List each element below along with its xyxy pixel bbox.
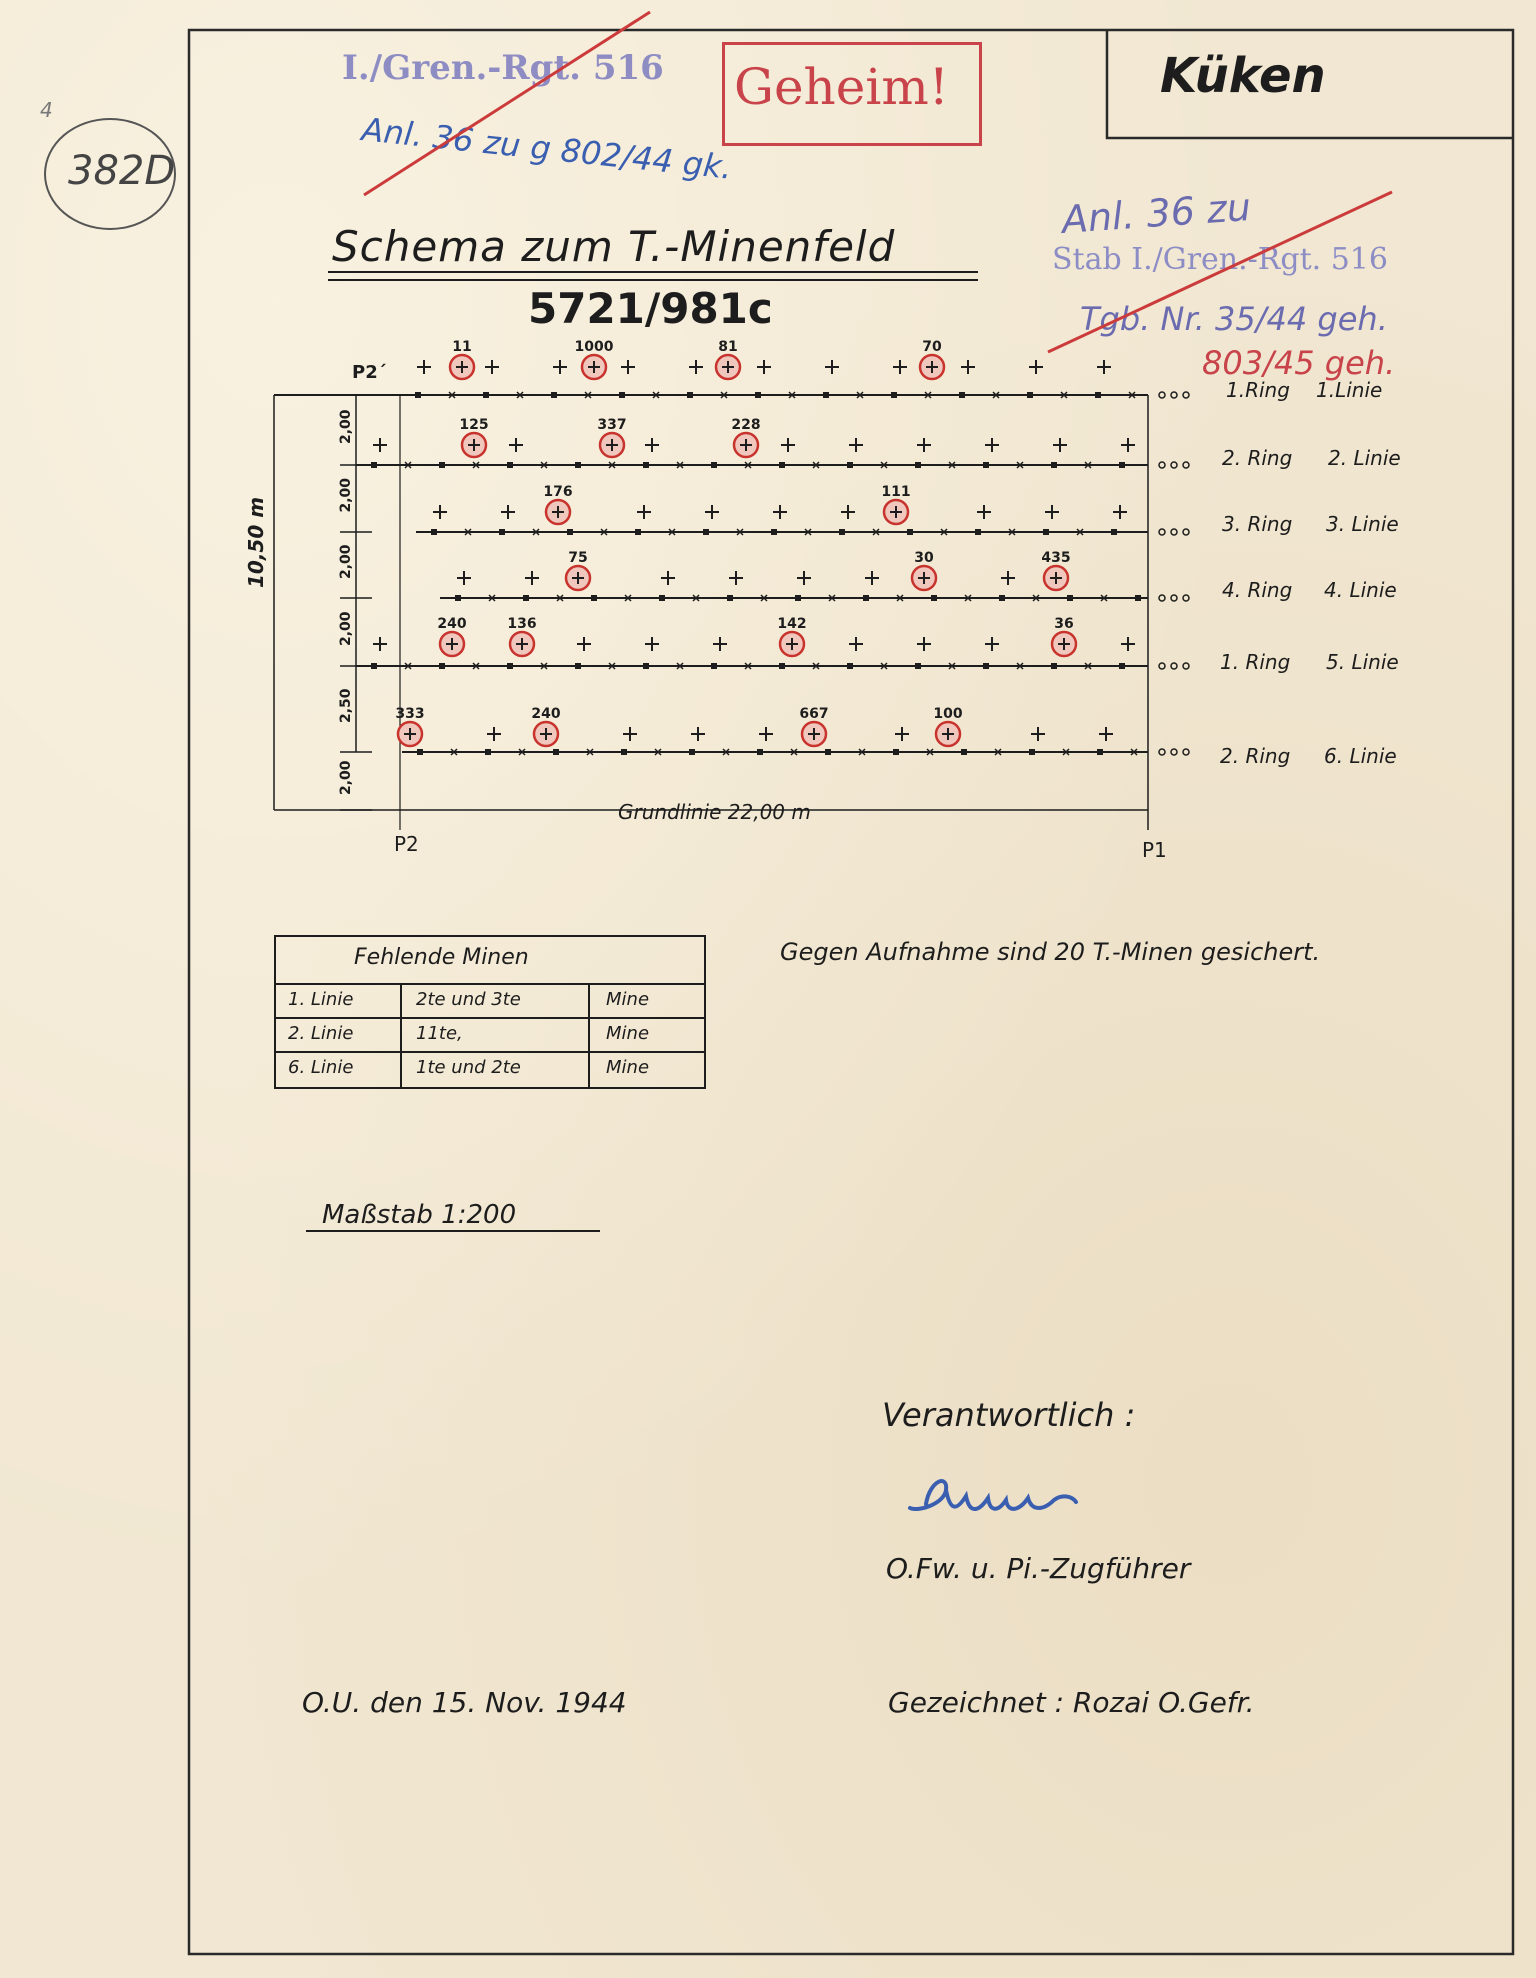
mine-square — [499, 529, 505, 535]
table-cell: Mine — [606, 1057, 650, 1078]
mine-square — [1029, 749, 1035, 755]
mine-square — [975, 529, 981, 535]
mine-square — [931, 595, 937, 601]
spacing-label: 2,00 — [338, 544, 354, 579]
spacing-label: 2,00 — [338, 477, 354, 513]
mine-square — [689, 749, 695, 755]
missing-mines-table — [274, 935, 706, 1089]
mine-square — [907, 529, 913, 535]
marked-mine-number: 240 — [531, 706, 561, 722]
total-height-label: 10,50 m — [244, 496, 268, 588]
line-label-4: 4. Linie — [1324, 578, 1397, 602]
line-label-3: 3. Linie — [1326, 512, 1399, 536]
scale-label: Maßstab 1:200 — [322, 1200, 517, 1230]
stamp2-red: 803/45 geh. — [1202, 344, 1396, 382]
baseline-label: Grundlinie 22,00 m — [618, 800, 811, 824]
table-cell: 1. Linie — [288, 989, 354, 1010]
stamp-secret: Geheim! — [734, 58, 949, 116]
mine-square — [371, 462, 377, 468]
mine-square — [823, 392, 829, 398]
mine-square — [591, 595, 597, 601]
rank-label: O.Fw. u. Pi.-Zugführer — [886, 1552, 1191, 1585]
line-label-6: 6. Linie — [1324, 744, 1397, 768]
table-row — [276, 983, 704, 1019]
mine-square — [483, 392, 489, 398]
marked-mine-number: 111 — [881, 484, 911, 500]
mine-square — [635, 529, 641, 535]
table-row — [276, 1051, 704, 1085]
mine-square — [1097, 749, 1103, 755]
mine-square — [643, 663, 649, 669]
marked-mine-number: 667 — [799, 706, 829, 722]
mine-square — [551, 392, 557, 398]
end-dot — [1159, 749, 1165, 755]
mine-square — [507, 462, 513, 468]
mine-square — [839, 529, 845, 535]
end-dot — [1183, 749, 1189, 755]
mine-square — [619, 392, 625, 398]
ring-label-2: 2. Ring — [1222, 446, 1293, 470]
mine-square — [891, 392, 897, 398]
marked-mine-number: 240 — [437, 616, 467, 632]
end-dot — [1171, 462, 1177, 468]
end-dot — [1159, 392, 1165, 398]
table-cell: Mine — [606, 1023, 650, 1044]
marked-mine-number: 11 — [452, 339, 472, 355]
label-p2prime: P2´ — [352, 362, 387, 383]
marked-mine-number: 125 — [459, 417, 489, 433]
end-dot — [1159, 462, 1165, 468]
mine-square — [455, 595, 461, 601]
marked-mine-number: 333 — [395, 706, 425, 722]
mine-square — [553, 749, 559, 755]
mine-square — [1067, 595, 1073, 601]
mine-square — [915, 663, 921, 669]
ring-label-5: 1. Ring — [1220, 650, 1291, 674]
table-col-divider — [400, 983, 402, 1087]
mine-square — [1027, 392, 1033, 398]
archive-number: 382D — [68, 148, 176, 194]
ring-label-6: 2. Ring — [1220, 744, 1291, 768]
marked-mine-number: 75 — [568, 550, 588, 566]
spacing-label: 2,50 — [338, 688, 354, 723]
mine-square — [439, 663, 445, 669]
mine-square — [779, 462, 785, 468]
mine-square — [507, 663, 513, 669]
marked-mine-number: 337 — [597, 417, 627, 433]
page-title: Schema zum T.-Minenfeld — [332, 222, 896, 271]
mine-square — [575, 663, 581, 669]
line-label-5: 5. Linie — [1326, 650, 1399, 674]
mine-square — [983, 663, 989, 669]
stamp2-line1: Anl. 36 zu — [1060, 184, 1253, 242]
stamp-unit-note: Anl. 36 zu g 802/44 gk. — [360, 110, 734, 187]
mine-square — [825, 749, 831, 755]
mine-square — [1095, 392, 1101, 398]
end-dot — [1171, 663, 1177, 669]
table-cell: Mine — [606, 989, 650, 1010]
mine-square — [567, 529, 573, 535]
marked-mine-number: 435 — [1041, 550, 1071, 566]
mine-square — [1111, 529, 1117, 535]
label-p1: P1 — [1142, 838, 1167, 862]
marked-mine-number: 100 — [933, 706, 963, 722]
mine-square — [431, 529, 437, 535]
mine-square — [417, 749, 423, 755]
line-label-2: 2. Linie — [1328, 446, 1401, 470]
signature — [896, 1460, 1116, 1530]
mine-square — [439, 462, 445, 468]
mine-square — [727, 595, 733, 601]
marked-mine-number: 142 — [777, 616, 807, 632]
mine-square — [847, 462, 853, 468]
mine-square — [915, 462, 921, 468]
mine-square — [959, 392, 965, 398]
mine-square — [1119, 663, 1125, 669]
end-dot — [1171, 749, 1177, 755]
mine-square — [847, 663, 853, 669]
mine-square — [1051, 663, 1057, 669]
mine-square — [659, 595, 665, 601]
missing-table-header — [276, 937, 704, 985]
mine-square — [755, 392, 761, 398]
spacing-label: 2,00 — [338, 611, 354, 646]
mine-square — [771, 529, 777, 535]
mine-square — [1043, 529, 1049, 535]
table-cell: 11te, — [416, 1023, 463, 1044]
end-dot — [1171, 529, 1177, 535]
ring-label-4: 4. Ring — [1222, 578, 1293, 602]
marked-mine-number: 36 — [1054, 616, 1074, 632]
table-cell: 6. Linie — [288, 1057, 354, 1078]
end-dot — [1171, 392, 1177, 398]
table-cell: 2. Linie — [288, 1023, 354, 1044]
end-dot — [1159, 529, 1165, 535]
secured-note: Gegen Aufnahme sind 20 T.-Minen gesichert. — [780, 938, 1321, 966]
marked-mine-number: 30 — [914, 550, 934, 566]
ring-label-1: 1.Ring — [1226, 378, 1290, 402]
mine-square — [863, 595, 869, 601]
ring-label-3: 3. Ring — [1222, 512, 1293, 536]
mine-square — [711, 663, 717, 669]
end-dot — [1159, 595, 1165, 601]
marked-mine-number: 81 — [718, 339, 738, 355]
end-dot — [1183, 392, 1189, 398]
mine-square — [621, 749, 627, 755]
mine-square — [485, 749, 491, 755]
stamp2-line3: Tgb. Nr. 35/44 geh. — [1080, 300, 1388, 338]
table-row — [276, 1017, 704, 1053]
missing-table-title: Fehlende Minen — [354, 945, 529, 970]
corner-mark: 4 — [40, 98, 53, 122]
end-dot — [1171, 595, 1177, 601]
marked-mine-number: 70 — [922, 339, 942, 355]
stamp-unit: I./Gren.-Rgt. 516 — [342, 48, 664, 88]
table-cell: 1te und 2te — [416, 1057, 521, 1078]
table-cell: 2te und 3te — [416, 989, 521, 1010]
mine-square — [643, 462, 649, 468]
mine-square — [371, 663, 377, 669]
mine-square — [1119, 462, 1125, 468]
mine-square — [779, 663, 785, 669]
end-dot — [1183, 462, 1189, 468]
marked-mine-number: 228 — [731, 417, 761, 433]
line-label-1: 1.Linie — [1316, 378, 1383, 402]
mine-square — [1135, 595, 1141, 601]
place-date: O.U. den 15. Nov. 1944 — [302, 1686, 627, 1719]
table-col-divider — [588, 983, 590, 1087]
mine-square — [961, 749, 967, 755]
end-dot — [1159, 663, 1165, 669]
mine-square — [523, 595, 529, 601]
mine-square — [983, 462, 989, 468]
mine-square — [711, 462, 717, 468]
marked-mine-number: 136 — [507, 616, 537, 632]
label-p2: P2 — [394, 832, 419, 856]
mine-square — [575, 462, 581, 468]
spacing-label: 2,00 — [338, 760, 354, 795]
responsible-label: Verantwortlich : — [882, 1396, 1136, 1434]
page-subtitle: 5721/981c — [528, 284, 773, 333]
mine-square — [415, 392, 421, 398]
mine-square — [999, 595, 1005, 601]
mine-square — [703, 529, 709, 535]
end-dot — [1183, 595, 1189, 601]
mine-square — [893, 749, 899, 755]
stamp2-line2: Stab I./Gren.-Rgt. 516 — [1052, 242, 1388, 277]
marked-mine-number: 176 — [543, 484, 573, 500]
end-dot — [1183, 529, 1189, 535]
scale-underline — [306, 1230, 600, 1232]
mine-square — [1051, 462, 1057, 468]
end-dot — [1183, 663, 1189, 669]
codename: Küken — [1160, 48, 1326, 104]
marked-mine-number: 1000 — [574, 339, 614, 355]
mine-square — [687, 392, 693, 398]
mine-square — [795, 595, 801, 601]
mine-square — [757, 749, 763, 755]
drawn-by: Gezeichnet : Rozai O.Gefr. — [888, 1686, 1255, 1719]
spacing-label: 2,00 — [338, 409, 354, 444]
